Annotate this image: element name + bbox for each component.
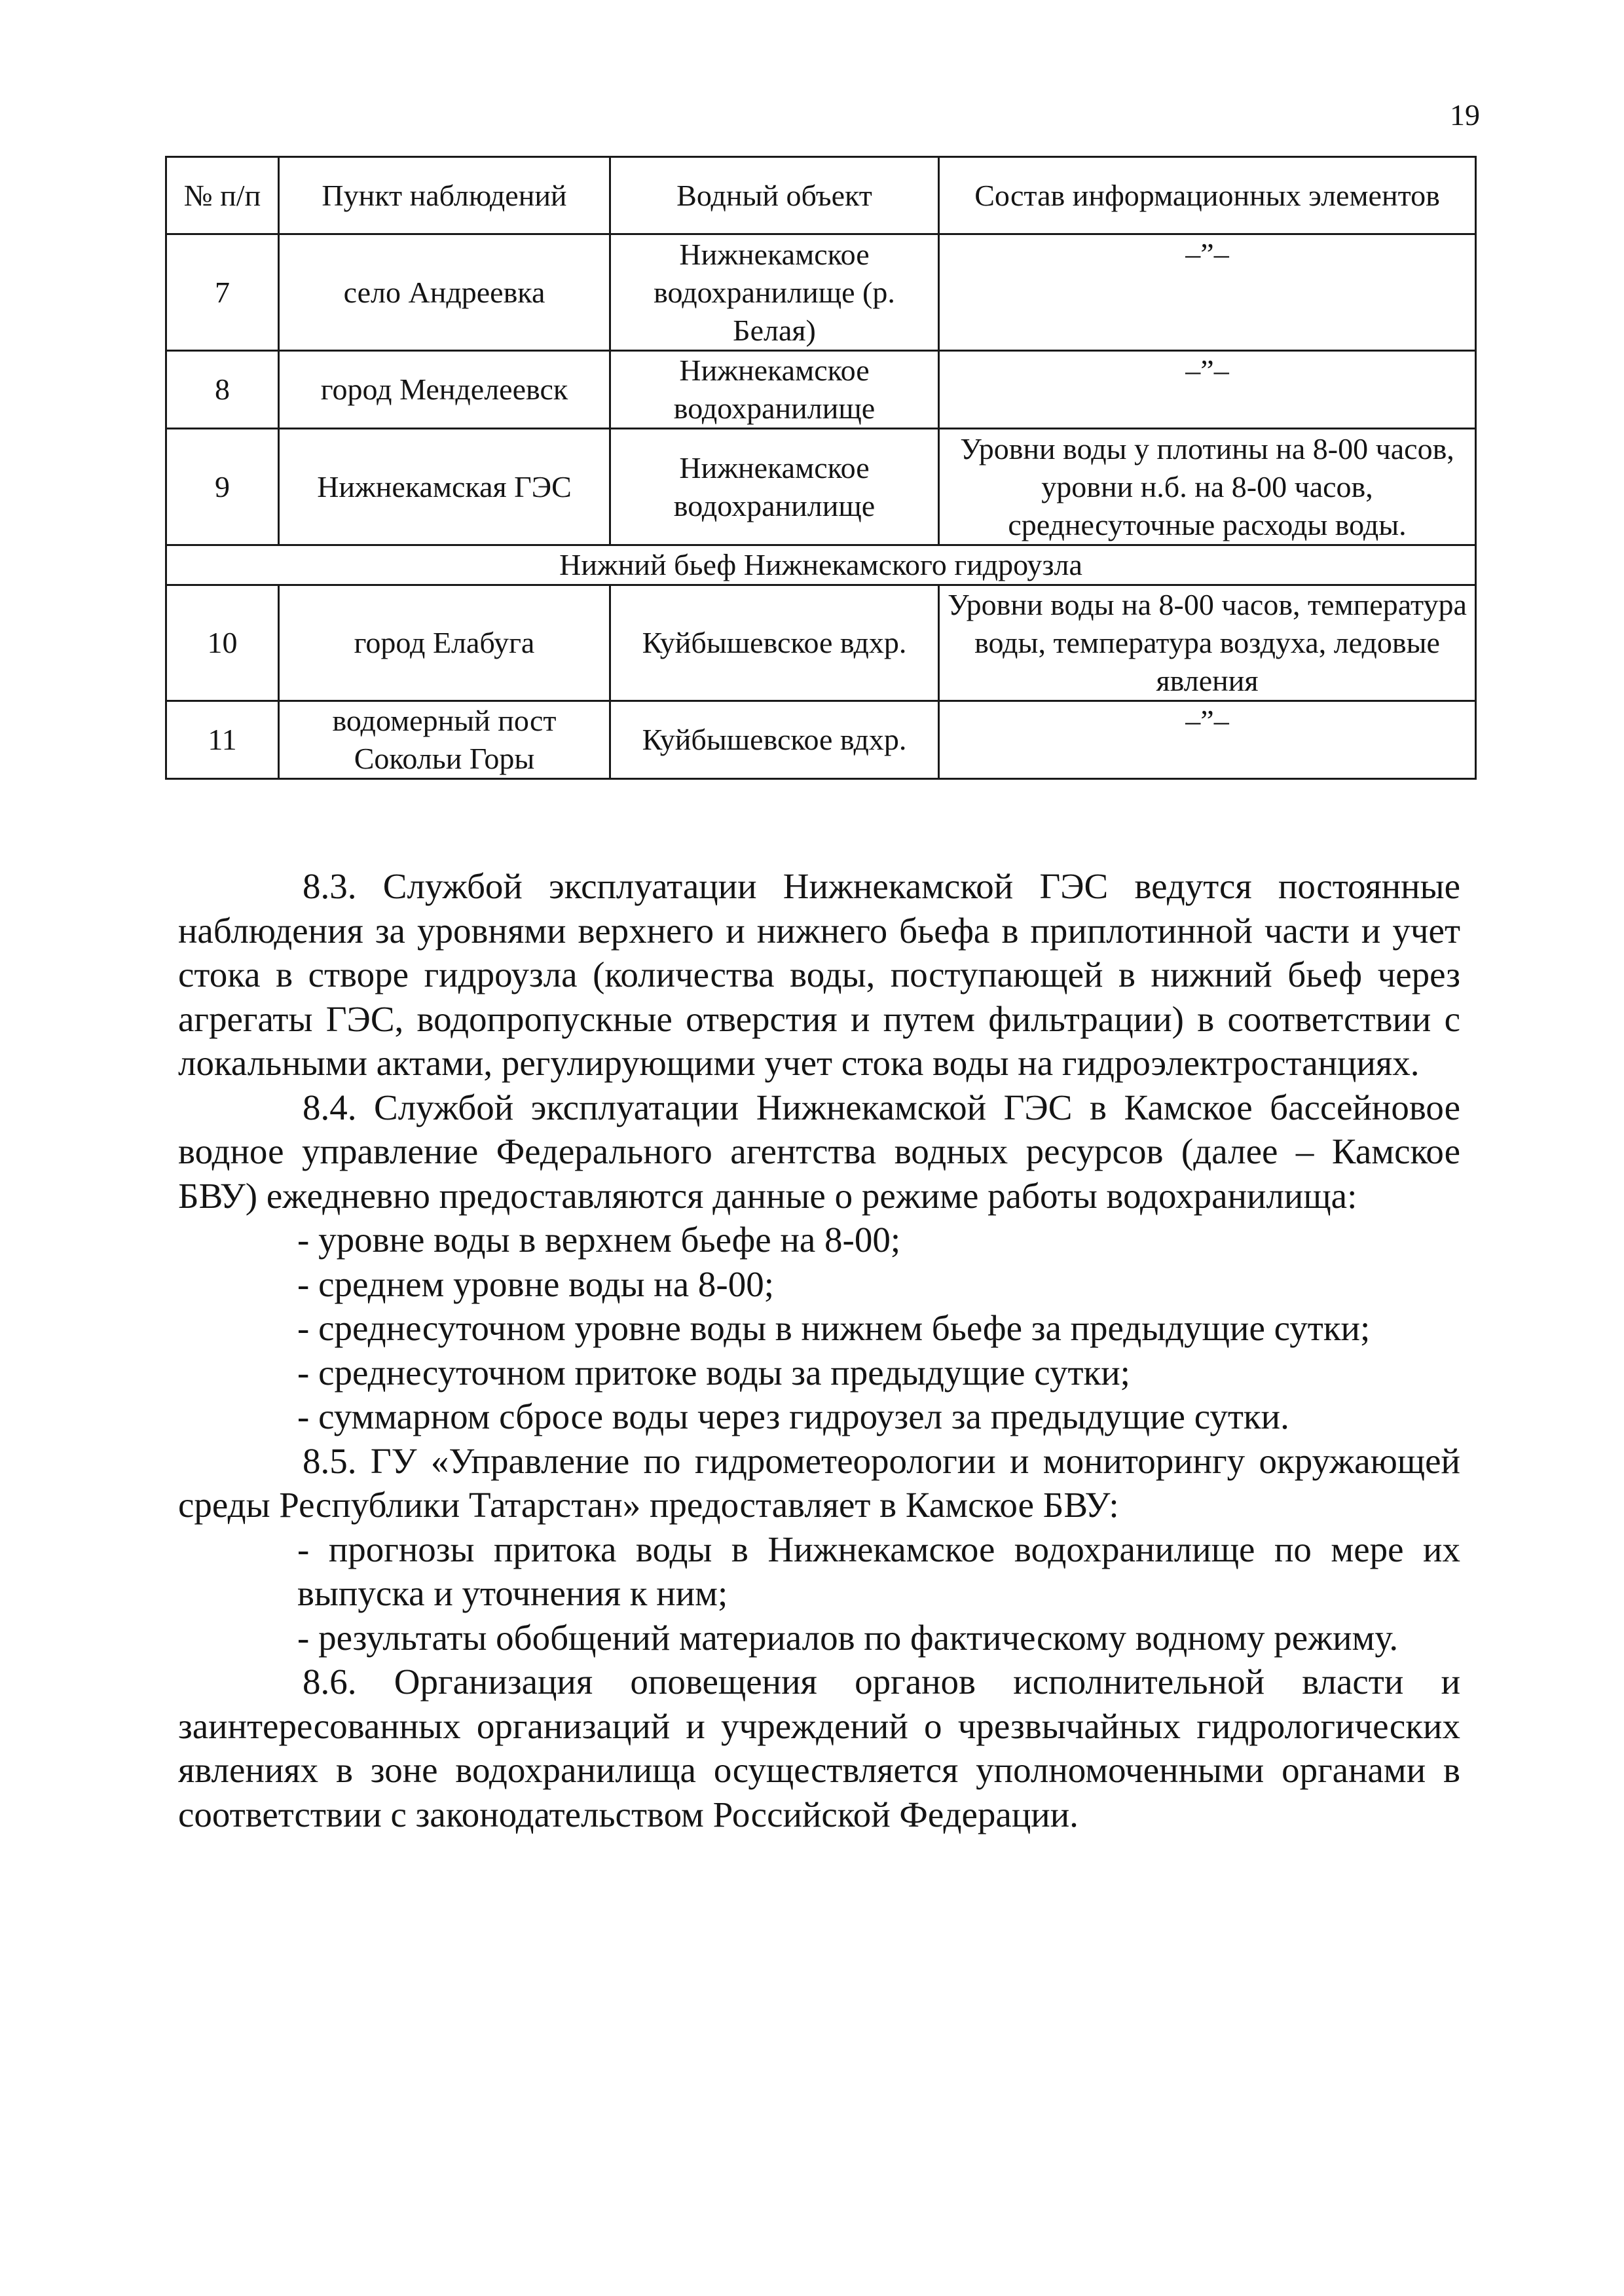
paragraph-8-5: 8.5. ГУ «Управление по гидрометеорологии и мониторингу окружающей среды Республики Татарстан» предоставляет в Камское БВУ:: [178, 1440, 1460, 1525]
table-row: [166, 701, 1476, 779]
cell-num: 11: [166, 701, 279, 779]
list-item: - прогнозы притока воды в Нижнекамское водохранилище по мере их выпуска и уточнения к ним;: [297, 1529, 1460, 1613]
cell-water: Куйбышевское вдхр.: [610, 701, 939, 779]
header-num: № п/п: [166, 157, 279, 234]
table-row: [166, 585, 1476, 701]
cell-info: –”–: [939, 701, 1476, 779]
cell-num: 10: [166, 585, 279, 701]
table-row: [166, 429, 1476, 545]
cell-point: город Елабуга: [279, 585, 610, 701]
cell-num: 8: [166, 351, 279, 429]
section-title: Нижний бьеф Нижнекамского гидроузла: [166, 545, 1476, 585]
header-point: Пункт наблюдений: [279, 157, 610, 234]
cell-point: Нижнекамская ГЭС: [279, 429, 610, 545]
cell-num: 7: [166, 234, 279, 351]
list-item: - суммарном сбросе воды через гидроузел за предыдущие сутки.: [297, 1396, 1289, 1436]
cell-water: Нижнекамское водохранилище: [610, 429, 939, 545]
list-item: - среднем уровне воды на 8-00;: [297, 1264, 774, 1304]
cell-point: водомерный пост Сокольи Горы: [279, 701, 610, 779]
cell-point: город Менделеевск: [279, 351, 610, 429]
cell-info: Уровни воды у плотины на 8-00 часов, уровни н.б. на 8-00 часов, среднесуточные расходы воды.: [939, 429, 1476, 545]
table-row: [166, 234, 1476, 351]
table-row: [166, 351, 1476, 429]
table-section-row: [166, 545, 1476, 585]
header-water: Водный объект: [610, 157, 939, 234]
cell-info: Уровни воды на 8-00 часов, температура воды, температура воздуха, ледовые явления: [939, 585, 1476, 701]
list-item: - результаты обобщений материалов по фактическому водному режиму.: [297, 1617, 1399, 1658]
body-text: [178, 864, 1460, 1836]
list-item: - среднесуточном уровне воды в нижнем бьефе за предыдущие сутки;: [297, 1308, 1371, 1348]
page-number: 19: [1450, 98, 1480, 132]
paragraph-8-3: 8.3. Службой эксплуатации Нижнекамской ГЭС ведутся постоянные наблюдения за уровнями верхнего и нижнего бьефа в приплотинной части и учет стока в створе гидроузла (количества воды, поступающей в нижний бьеф через агрегаты ГЭС, водопропускные отверстия и путем фильтрации) в соответствии с локальными актами, регулирующими учет стока воды на гидроэлектростанциях.: [178, 866, 1460, 1083]
cell-water: Нижнекамское водохранилище (р. Белая): [610, 234, 939, 351]
paragraph-8-6: 8.6. Организация оповещения органов исполнительной власти и заинтересованных организаций и учреждений о чрезвычайных гидрологических явлениях в зоне водохранилища осуществляется уполномоченными органами в соответствии с законодательством Российской Федерации.: [178, 1662, 1460, 1834]
cell-point: село Андреевка: [279, 234, 610, 351]
table-header-row: [166, 157, 1476, 234]
observation-table: [165, 156, 1477, 780]
cell-water: Нижнекамское водохранилище: [610, 351, 939, 429]
cell-info: –”–: [939, 351, 1476, 429]
cell-num: 9: [166, 429, 279, 545]
cell-info: –”–: [939, 234, 1476, 351]
list-item: - среднесуточном притоке воды за предыдущие сутки;: [297, 1352, 1130, 1393]
header-info: Состав информационных элементов: [939, 157, 1476, 234]
cell-water: Куйбышевское вдхр.: [610, 585, 939, 701]
list-item: - уровне воды в верхнем бьефе на 8-00;: [297, 1220, 901, 1260]
paragraph-8-4: 8.4. Службой эксплуатации Нижнекамской ГЭС в Камское бассейновое водное управление Федерального агентства водных ресурсов (далее – Камское БВУ) ежедневно предоставляются данные о режиме работы водохранилища:: [178, 1087, 1460, 1216]
